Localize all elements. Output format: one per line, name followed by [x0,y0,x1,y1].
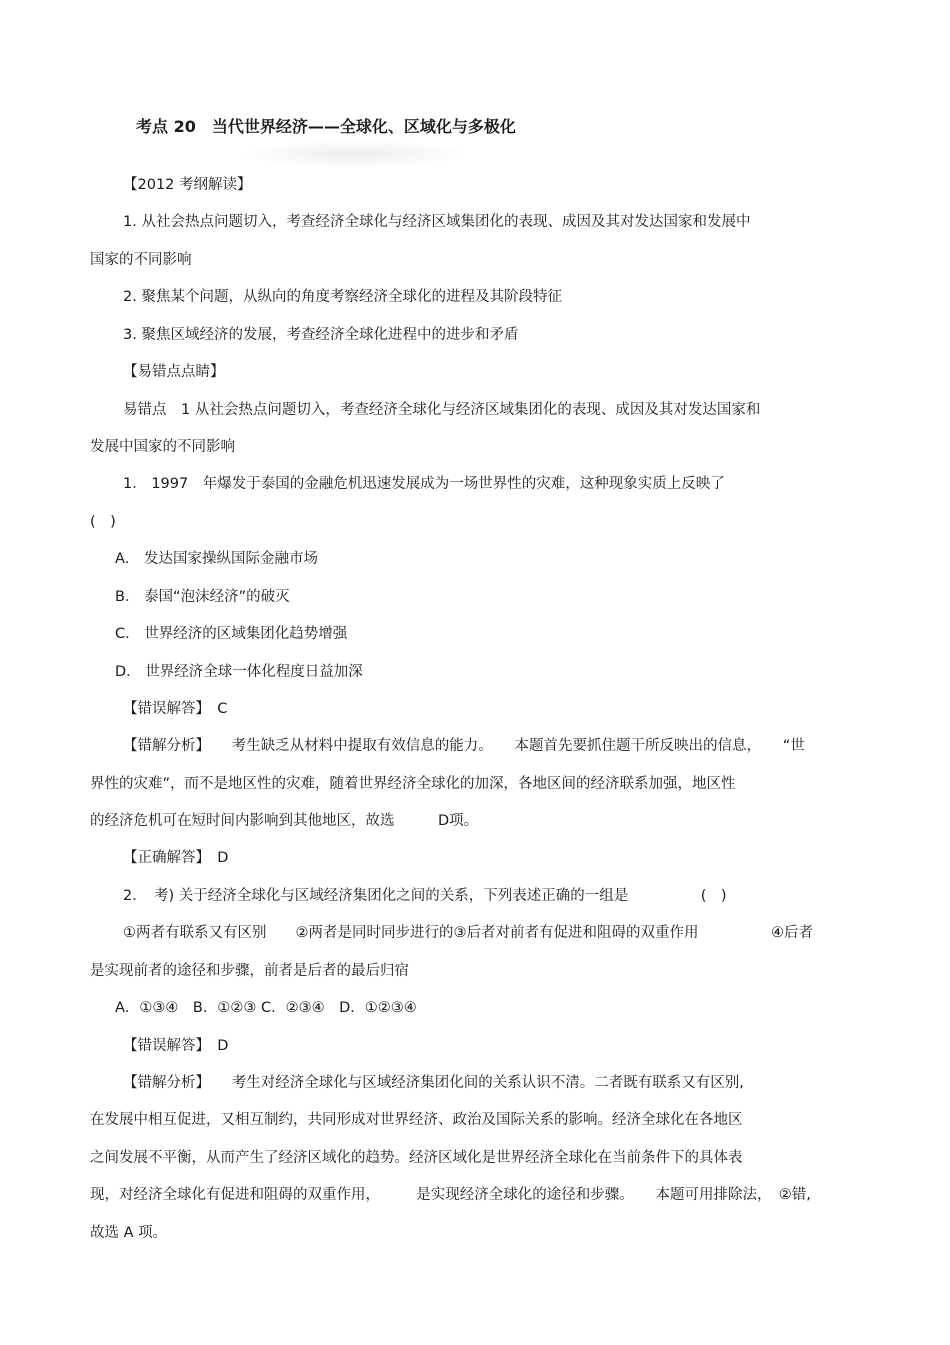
question-1-option-d: D． 世界经济全球一体化程度日益加深 [115,664,363,680]
question-1-analysis: 【错解分析】 考生缺乏从材料中提取有效信息的能力。 本题首先要抓住题干所反映出的信息， “世 [123,738,805,754]
question-2-statements-cont: 是实现前者的途径和步骤，前者是后者的最后归宿 [90,963,409,979]
question-2-analysis: 【错解分析】 考生对经济全球化与区域经济集团化间的关系认识不清。二者既有联系又有区别, [123,1075,744,1091]
question-2-options: A．①③④ B．①②③ C．②③④ D．①②③④ [115,1000,417,1016]
question-2-statements: ①两者有联系又有区别 ②两者是同时同步进行的③后者对前者有促进和阻碍的双重作用 ④后者 [123,925,813,941]
question-1: 1． 1997 年爆发于泰国的金融危机迅速发展成为一场世界性的灾难，这种现象实质上反映了 [123,476,725,492]
question-1-analysis-cont-2: 的经济危机可在短时间内影响到其他地区，故选 D项。 [90,813,479,829]
error-point-1: 易错点 1 从社会热点问题切入，考查经济全球化与经济区域集团化的表现、成因及其对发达国家和 [123,402,761,418]
question-1-bracket: ( ) [90,514,116,530]
question-1-correct-answer: 【正确解答】 D [123,850,229,866]
watermark [240,140,470,168]
syllabus-point-3: 3. 聚焦区域经济的发展，考查经济全球化进程中的进步和矛盾 [123,327,519,343]
page-title: 考点 20 当代世界经济——全球化、区域化与多极化 [136,117,516,136]
question-2-analysis-cont-2: 之间发展不平衡，从而产生了经济区域化的趋势。经济区域化是世界经济全球化在当前条件下的具体表 [90,1150,743,1166]
errors-heading: 【易错点点睛】 [123,364,225,380]
question-1-analysis-cont-1: 界性的灾难”，而不是地区性的灾难，随着世界经济全球化的加深，各地区间的经济联系加强，地区性 [90,776,736,792]
syllabus-heading: 【2012 考纲解读】 [123,177,252,193]
question-1-wrong-answer: 【错误解答】 C [123,701,228,717]
question-2-analysis-cont-3: 现，对经济全球化有促进和阻碍的双重作用， 是实现经济全球化的途径和步骤。 本题可用排除法， ②错, [90,1187,811,1203]
question-1-option-a: A． 发达国家操纵国际金融市场 [115,551,319,567]
question-2-wrong-answer: 【错误解答】 D [123,1038,229,1054]
syllabus-point-2: 2. 聚焦某个问题，从纵向的角度考察经济全球化的进程及其阶段特征 [123,289,562,305]
question-1-option-c: C． 世界经济的区域集团化趋势增强 [115,626,348,642]
error-point-1-cont: 发展中国家的不同影响 [90,439,235,455]
question-2: 2． 考) 关于经济全球化与区域经济集团化之间的关系，下列表述正确的一组是 ( ) [123,888,727,904]
question-2-analysis-cont-4: 故选 A 项。 [90,1225,168,1241]
syllabus-point-1: 1. 从社会热点问题切入，考查经济全球化与经济区域集团化的表现、成因及其对发达国家和发展中 [123,214,751,230]
question-1-option-b: B． 泰国“泡沫经济”的破灭 [115,589,290,605]
syllabus-point-1-cont: 国家的不同影响 [90,252,192,268]
question-2-analysis-cont-1: 在发展中相互促进，又相互制约，共同形成对世界经济、政治及国际关系的影响。经济全球化在各地区 [90,1112,743,1128]
